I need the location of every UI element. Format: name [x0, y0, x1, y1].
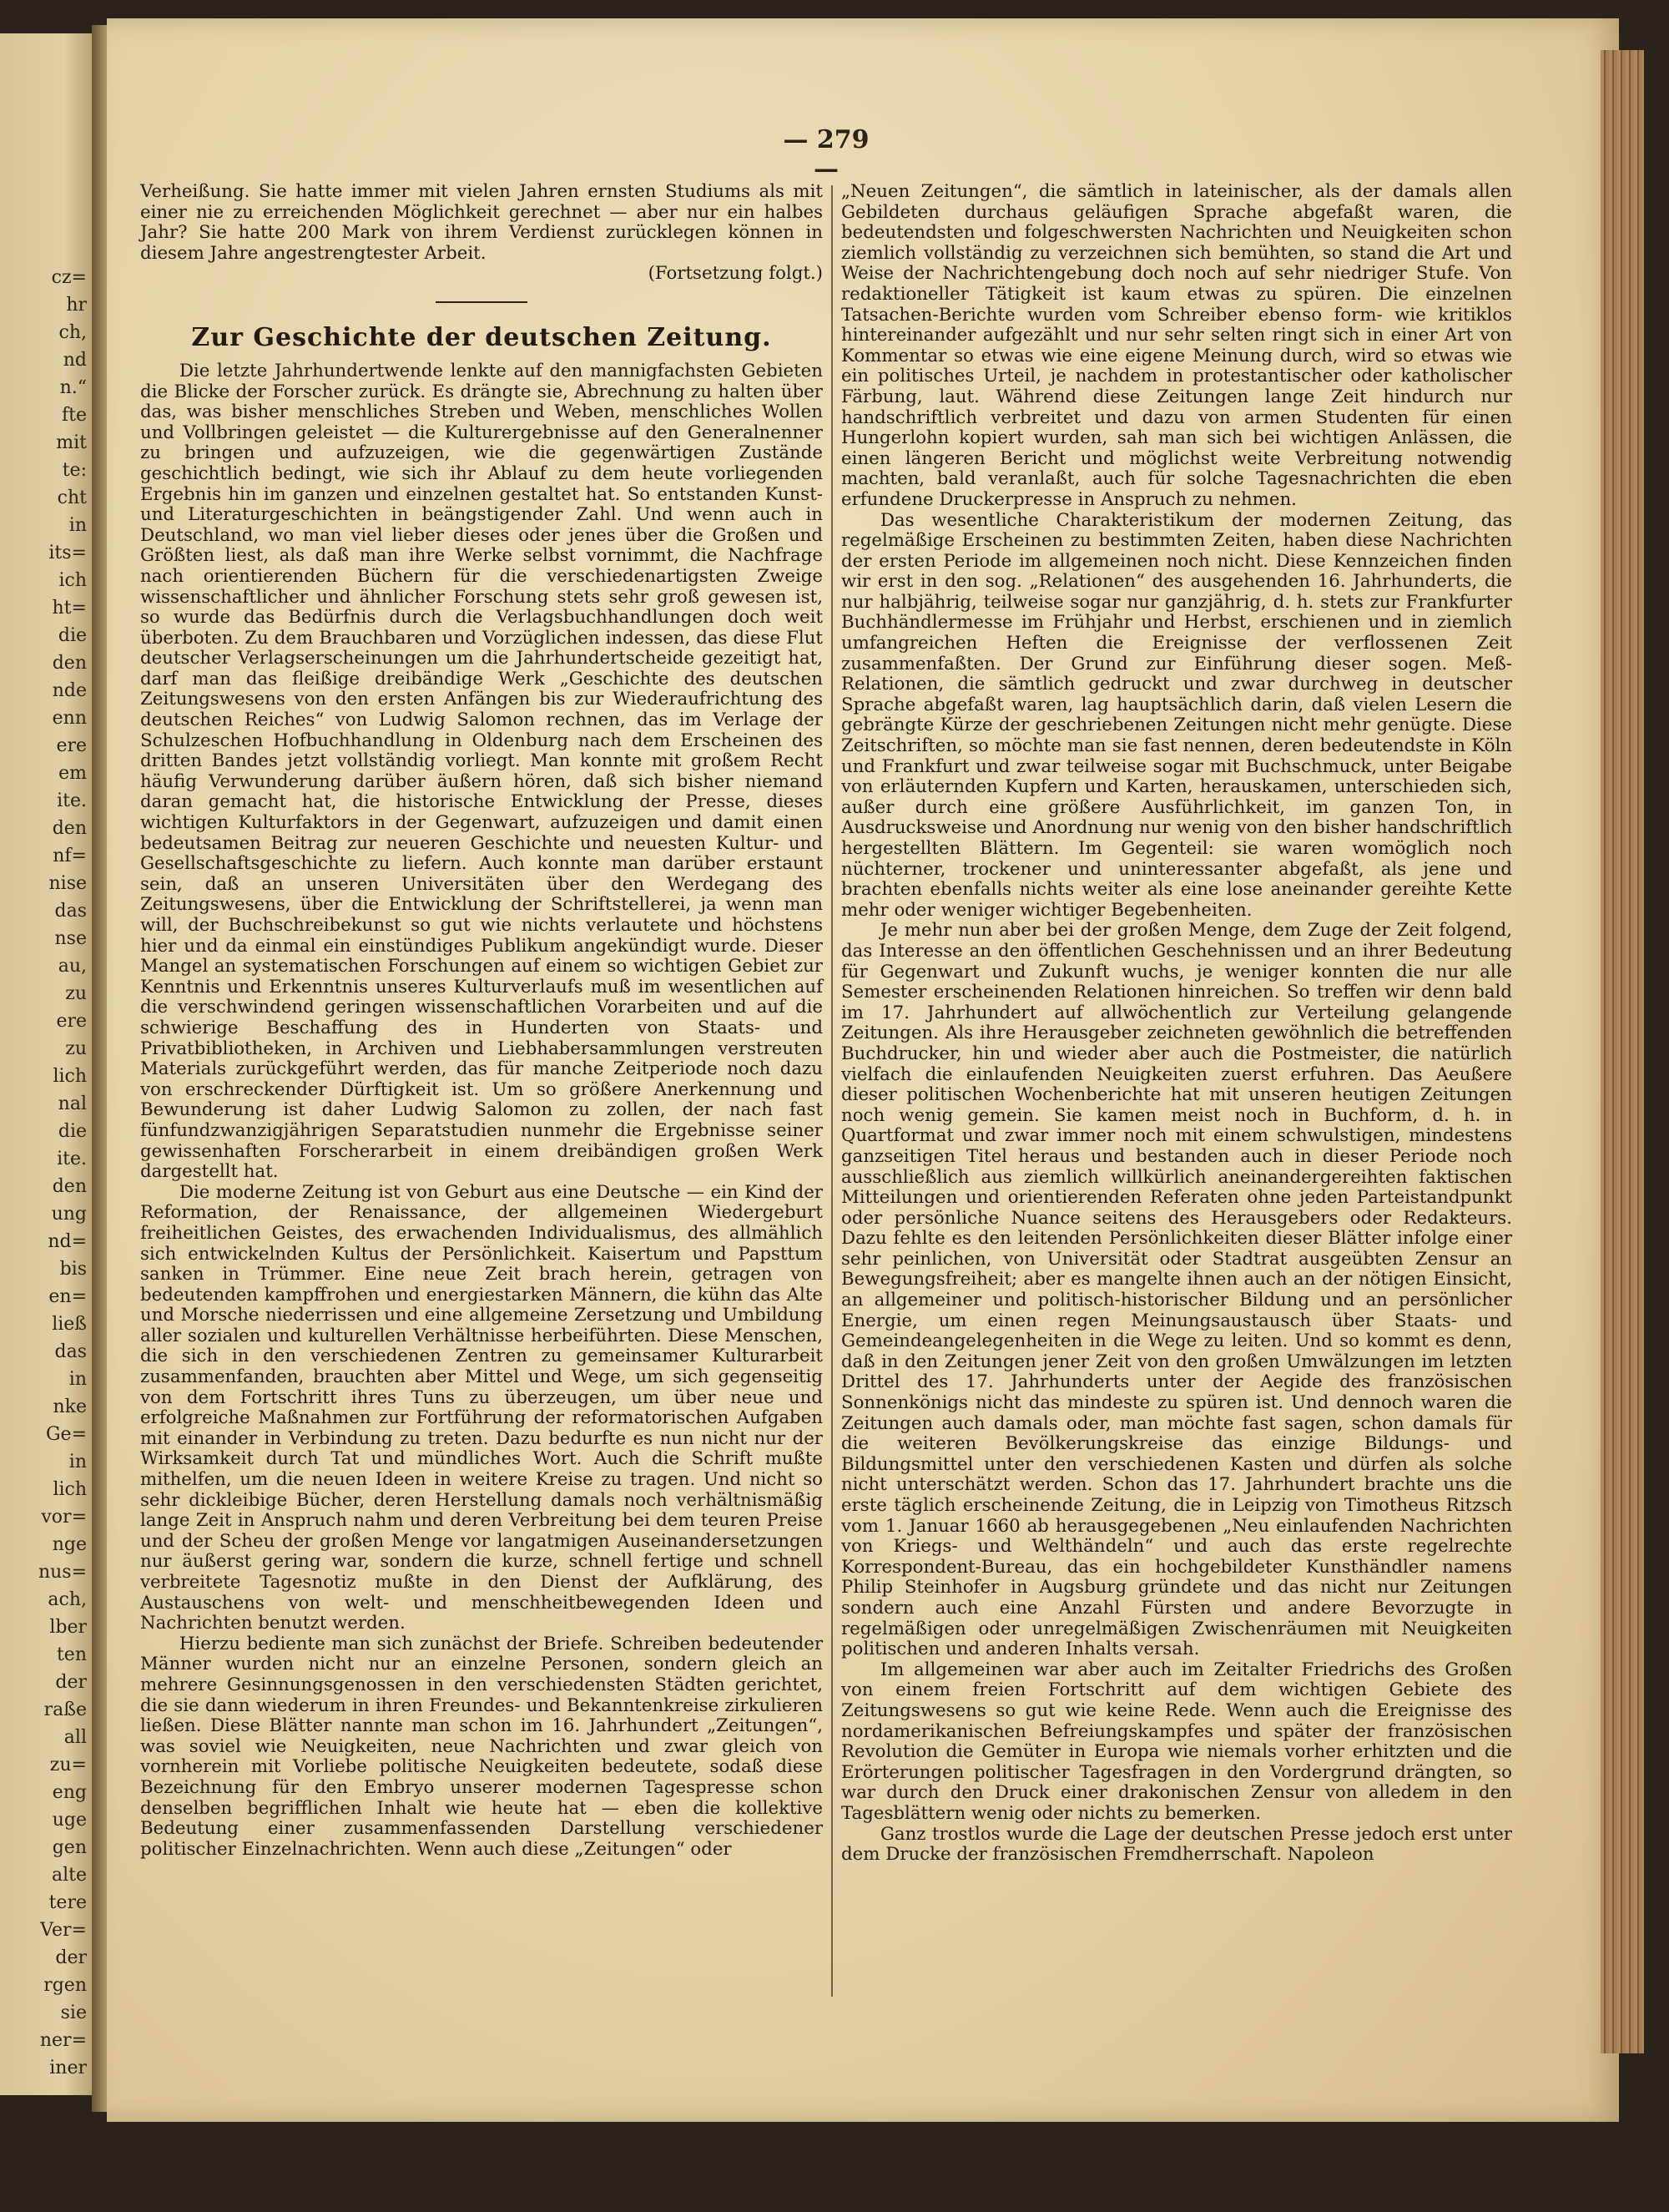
article-paragraph: Die letzte Jahrhundertwende lenkte auf den mannigfachsten Gebieten die Blicke der Forscher zurück. Es drängte sie, Abrechnung zu halten über das, was bisher menschliches Streben und Weben, menschliches Wollen und Vollbringen geleistet — die Kulturergebnisse auf den Generalnenner zu bringen und aufzuzeigen, wie die gegenwärtigen Zustände geschichtlich bedingt, wie sich ihr Ablauf zu dem heute vorliegenden Ergebnis hin im ganzen und einzelnen gestaltet hat. So entstanden Kunst- und Literaturgeschichten in beängstigender Zahl. Und wenn auch in Deutschland, wo man viel lieber dieses oder jenes über die Großen und Größten liest, als daß man ihre Werke selbst vornimmt, die Nachfrage nach orientierenden Büchern für die verschiedenartigsten Zweige wissenschaftlicher und ähnlicher Forschung stets sehr groß gewesen ist, so wurde das Bedürfnis durch die Verlagsbuchhandlungen doch weit überboten. Zu dem Brauchbaren und Vorzüglichen indessen, das diese Flut deutscher Verlagserscheinungen um die Jahrhundertscheide gezeitigt hat, darf man das fleißige dreibändige Werk „Geschichte des deutschen Zeitungswesens von den ersten Anfängen bis zur Wiederaufrichtung des deutschen Reiches“ von Ludwig Salomon rechnen, das im Verlage der Schulzeschen Hofbuchhandlung in Oldenburg nach dem Erscheinen des dritten Bandes jetzt vollständig vorliegt. Man konnte mit großem Recht häufig Verwunderung darüber äußern hören, daß sich bisher niemand daran gemacht hat, die historische Entwicklung der Presse, dieses wichtigen Kulturfaktors in der Gegenwart, aufzuzeigen und damit einen bedeutsamen Beitrag zur neueren Geschichte und neuesten Kultur- und Gesellschaftsgeschichte zu liefern. Auch konnte man darüber erstaunt sein, daß an unseren Universitäten über den Werdegang des Zeitungswesens, über die Entwicklung der Schriftstellerei, ja wenn man will, der Buchschreibekunst so gut wie nichts verlautete und höchstens hier und da einmal ein einstündiges Publikum angekündigt wurde. Dieser Mangel an systematischen Forschungen auf einem so wichtigen Gebiet zur Kenntnis und Erkenntnis unseres Kulturverlaufs muß im wesentlichen auf die verschwindend geringen wissenschaftlichen Vorarbeiten und auf die schwierige Beschaffung des in Hunderten von Staats- und Privatbibliotheken, in Archiven und Liebhabersammlungen verstreuten Materials zurückgeführt werden, das für manche Zeitperiode noch dazu von erschreckender Dürftigkeit ist. Um so größere Anerkennung und Bewunderung ist daher Ludwig Salomon zu zollen, der nach fast fünfundzwanzigjährigen Separatstudien nunmehr die Ergebnisse seiner gewissenhaften Forscherarbeit in einem dreibändigen großen Werk dargestellt hat. — [140, 360, 823, 1183]
page-stack-edges — [1601, 50, 1644, 2053]
left-page-text-fragment: fte — [61, 405, 87, 426]
left-page-text-fragment: nise — [48, 873, 87, 894]
left-page-text-fragment: ite. — [57, 1149, 87, 1169]
left-page-text-fragment: zu= — [49, 1755, 87, 1775]
left-page-text-fragment: te: — [62, 460, 87, 481]
left-page-text-fragment: ung — [51, 1204, 87, 1225]
left-page-text-fragment: eng — [52, 1782, 87, 1803]
article-paragraph: Je mehr nun aber bei der großen Menge, dem Zuge der Zeit folgend, das Interesse an den öffentlichen Geschehnissen und an ihrer Bedeutung für Gegenwart und Zukunft wuchs, je weniger konnten die nur alle Semester erscheinenden Relationen hinreichen. So treffen wir denn bald im 17. Jahrhundert auf allwöchentlich zur Verteilung gelangende Zeitungen. Als ihre Herausgeber zeichneten gewöhnlich die betreffenden Buchdrucker, hin und wieder aber auch die Postmeister, die natürlich vielfach die einlaufenden Neuigkeiten zuerst erfuhren. Das Aeußere dieser politischen Wochenberichte hat mit unseren heutigen Zeitungen noch wenig gemein. Sie kamen meist noch in Buchform, d. h. in Quartformat und zwar immer noch mit einem schwulstigen, mindestens ganzseitigen Titel heraus und bestanden auch in dieser Periode noch ausschließlich aus ziemlich willkürlich aneinandergereihten faktischen Mitteilungen und orientierenden Referaten ohne jeden Parteistandpunkt oder persönliche Nuance seitens des Herausgebers oder Redakteurs. Dazu fehlte es den leitenden Persönlichkeiten dieser Blätter infolge einer sehr peinlichen, von Universität oder Stadtrat ausgeübten Zensur an Bewegungsfreiheit; aber es mangelte ihnen auch an der nötigen Einsicht, an allgemeiner und politisch-historischer Bildung und an persönlicher Energie, um einen regen Meinungsaustausch über Staats- und Gemeindeangelegenheiten in die Wege zu leiten. Und so kommt es denn, daß in den Zeitungen jener Zeit von den großen Umwälzungen im letzten Drittel des 17. Jahrhunderts unter der Aegide des französischen Sonnenkönigs nicht das mindeste zu spüren ist. Und dennoch waren die Zeitungen auch damals oder, man möchte fast sagen, schon damals für die weiteren Bevölkerungskreise das einzige Bildungs- und Bildungsmittel unter den verschiedenen Kasten und dürfen als solche nicht unterschätzt werden. Schon das 17. Jahrhundert brachte uns die erste täglich erscheinende Zeitung, die in Leipzig von Timotheus Ritzsch vom 1. Januar 1660 ab herausgegebenen „Neu einlaufenden Nachrichten von Kriegs- und Welthändeln“ und auch das erste regelrechte Korrespondent-Bureau, das ein hochgebildeter Kunsthändler namens Philip Steinhofer in Augsburg gründete und das nicht nur Zeitungen sondern auch eine Anzahl Fürsten und andere Bevorzugte in regelmäßigen oder unregelmäßigen Zwischenräumen mit Neuigkeiten politischen und anderen Inhalts versah. — [841, 920, 1512, 1660]
left-page-text-fragment: ner= — [39, 2030, 87, 2051]
left-page-text-fragment: iner — [49, 2058, 87, 2078]
left-page-text-fragment: n.“ — [59, 377, 87, 398]
story-ending: Verheißung. Sie hatte immer mit vielen Jahren ernsten Studiums als mit einer nie zu erreichenden Möglichkeit gerechnet — aber nur ein halbes Jahr? Sie hatte 200 Mark von ihrem Verdienst zurücklegen können in diesem Jahre angestrengtester Arbeit. — [140, 181, 823, 264]
left-page-text-fragment: in — [68, 1369, 87, 1390]
continuation-note: (Fortsetzung folgt.) — [648, 263, 823, 285]
left-page-text-fragment: enn — [52, 708, 87, 729]
column-divider — [831, 185, 833, 1997]
left-page-text-fragment: ht= — [52, 598, 87, 619]
left-page-text-fragment: zu — [65, 983, 87, 1004]
left-page-text-fragment: der — [55, 1947, 87, 1968]
left-page-text-fragment: gen — [52, 1837, 87, 1858]
left-page-text-fragment: em — [58, 763, 87, 784]
left-page-text-fragment: ere — [56, 1011, 87, 1032]
book-gutter — [92, 25, 108, 2112]
left-page-text-fragment: ite. — [57, 790, 87, 811]
left-page-text-fragment: zu — [65, 1038, 87, 1059]
left-page-text-fragment: bis — [59, 1259, 87, 1280]
left-page-text-fragment: den — [52, 1176, 87, 1197]
left-page-text-fragment: ch, — [58, 322, 87, 343]
left-page-text-fragment: nd= — [48, 1231, 87, 1252]
left-page-text-fragment: die — [58, 625, 87, 646]
left-page-text-fragment: uge — [52, 1810, 87, 1831]
article-heading: Zur Geschichte der deutschen Zeitung. — [191, 322, 772, 352]
right-column — [841, 182, 1512, 1866]
left-page-text-fragment: mit — [56, 432, 87, 453]
left-page-text-fragment: nde — [52, 680, 87, 701]
left-page-text-fragment: tere — [48, 1892, 87, 1913]
left-page-text-fragment: cht — [57, 487, 87, 508]
article-paragraph: Ganz trostlos wurde die Lage der deutschen Presse jedoch erst unter dem Drucke der französischen Fremdherrschaft. Napoleon — [841, 1823, 1512, 1866]
left-page-text-fragment: ach, — [48, 1589, 87, 1610]
left-page-text-fragment: das — [54, 1341, 87, 1362]
left-page-text-fragment: den — [52, 653, 87, 674]
left-page-text-fragment: nal — [58, 1093, 87, 1114]
left-page-text-fragment: den — [52, 818, 87, 839]
page-number: — 279 — — [783, 125, 870, 184]
left-page-text-fragment: nd — [63, 350, 87, 371]
left-page-text-fragment: vor= — [41, 1507, 87, 1528]
left-page-text-fragment: ich — [58, 570, 87, 591]
left-page-text-fragment: raße — [43, 1699, 87, 1720]
left-page-text-fragment: nse — [54, 928, 87, 949]
left-page-text-fragment: nf= — [53, 846, 87, 866]
left-page-text-fragment: lich — [53, 1066, 87, 1087]
left-page-text-fragment: in — [68, 1452, 87, 1472]
left-page-text-fragment: rgen — [43, 1975, 87, 1996]
section-divider — [436, 301, 527, 303]
left-page-text-fragment: ere — [56, 735, 87, 756]
article-paragraph: Im allgemeinen war aber auch im Zeitalter Friedrichs des Großen von einem freien Fortschritt auf dem wichtigen Gebiete des Zeitungswesens so gut wie keine Rede. Wenn auch die Ereignisse des nordamerikanischen Befreiungskampfes und später der französischen Revolution die Gemüter in Europa wie niemals vorher erhitzten und die Erörterungen politischer Tagesfragen in den Vordergrund drängten, so war durch den Druck einer drakonischen Zensur von alledem in den Tagesblättern wenig oder nichts zu bemerken. — [841, 1659, 1512, 1824]
left-page-text-fragment: its= — [48, 543, 87, 563]
left-page-text-fragment: alte — [51, 1865, 87, 1886]
article-paragraph: „Neuen Zeitungen“, die sämtlich in lateinischer, als der damals allen Gebildeten durchaus geläufigen Sprache abgefaßt waren, die bedeutendsten und folgeschwersten Nachrichten und Neuigkeiten schon ziemlich vollständig zu verzeichnen sich bemühten, so stand die Art und Weise der Nachrichtengebung doch noch auf sehr niedriger Stufe. Von redaktioneller Tätigkeit ist kaum etwas zu spüren. Die einzelnen Tatsachen-Berichte wurden vom Schreiber ebenso form- wie kritiklos hintereinander aufgezählt und nur sehr selten ringt sich in einer Art von Kommentar so etwas wie eine eigene Meinung durch, wird so etwas wie ein politisches Urteil, je nachdem in protestantischer oder katholischer Färbung, laut. Während diese Zeitungen lange Zeit hindurch nur handschriftlich verbreitet und dazu von armen Studenten für einen Hungerlohn kopiert wurden, sah man sich bei wichtigen Anlässen, die einen längeren Bericht und möglichst weite Verbreitung notwendig machten, bald veranlaßt, auch für solche Tagesnachrichten die eben erfundene Druckerpresse in Anspruch zu nehmen. — [841, 181, 1512, 510]
left-page-text-fragment: der — [55, 1672, 87, 1693]
left-page-text-fragment: ließ — [52, 1314, 87, 1335]
left-page-text-fragment: cz= — [51, 267, 87, 288]
left-column — [140, 182, 823, 1860]
left-page-text-fragment: Ge= — [45, 1424, 87, 1445]
left-page-text-fragment: Ver= — [40, 1920, 87, 1941]
left-page-text-fragment: das — [54, 901, 87, 922]
article-paragraph: Die moderne Zeitung ist von Geburt aus eine Deutsche — ein Kind der Reformation, der Renaissance, der allgemeinen Wiedergeburt freiheitlichen Geistes, des erwachenden Individualismus, des allmählich sich entwickelnden Kultus der Persönlichkeit. Kaisertum und Papsttum sanken in Trümmer. Eine neue Zeit brach herein, getragen von bedeutenden kampffrohen und energiestarken Männern, die kühn das Alte und Morsche niederrissen und eine allgemeine Zersetzung und Umbildung aller sozialen und kulturellen Verhältnisse herbeiführten. Diese Menschen, die sich in den verschiedenen Zentren zu gemeinsamer Kulturarbeit zusammenfanden, brauchten aber Mittel und Wege, um sich gegenseitig von dem Fortschritt ihres Tuns zu überzeugen, um über neue und erfolgreiche Maßnahmen zur Fortführung der reformatorischen Aufgaben mit einander in Verbindung zu treten. Dazu bedurfte es nun nicht nur der Wirksamkeit durch Tat und mündliches Wort. Auch die Schrift mußte mithelfen, um die neuen Ideen in weitere Kreise zu tragen. Und nicht so sehr dickleibige Bücher, deren Herstellung damals noch verhältnismäßig lange Zeit in Anspruch nahm und deren Verbreitung bei dem teuren Preise und der Scheu der großen Menge vor langatmigen Auseinandersetzungen nur äußerst gering war, sondern die kurze, schnell fertige und schnell verbreitete Tagesnotiz mußte in den Dienst der Aufklärung, des Austauschens von welt- und menschheitbewegenden Ideen und Nachrichten benutzt werden. — [140, 1181, 823, 1634]
left-page-text-fragment: nke — [53, 1396, 87, 1417]
left-page-text-fragment: lich — [53, 1479, 87, 1500]
left-page-text-fragment: au, — [58, 956, 87, 977]
left-page-text-fragment: in — [68, 515, 87, 536]
article-paragraph: Das wesentliche Charakteristikum der modernen Zeitung, das regelmäßige Erscheinen zu bestimmten Zeiten, haben diese Nachrichten der ersten Periode im allgemeinen noch nicht. Diese Kennzeichen finden wir erst in den sog. „Relationen“ des ausgehenden 16. Jahrhunderts, die nur halbjährig, teilweise sogar nur ganzjährig, d. h. stets zur Frankfurter Buchhändlermesse im Frühjahr und Herbst, erschienen und in ziemlich umfangreichen Heften die Ereignisse der verflossenen Zeit zusammenfaßten. Der Grund zur Einführung dieser sogen. Meß-Relationen, die sämtlich gedruckt und zwar durchweg in deutscher Sprache abgefaßt waren, lag hauptsächlich darin, daß vielen Lesern die gebrängte Kürze der geschriebenen Zeitungen nicht mehr genügte. Diese Zeitschriften, so möchte man sie fast nennen, deren bedeutendste in Köln und Frankfurt und zwar teilweise sogar mit Buchschmuck, unter Beigabe von erläuternden Kupfern und Karten, herauskamen, unterschieden sich, außer durch eine größere Ausführlichkeit, im ganzen Ton, in Ausdrucksweise und Anordnung nur wenig von den bisher handschriftlich hergestellten Blättern. Im Gegenteil: sie waren womöglich noch nüchterner, trockener und uninteressanter abgefaßt, als jene und brachten ebenfalls nichts weiter als eine lose aneinander gereihte Kette mehr oder weniger wichtiger Begebenheiten. — [841, 509, 1512, 921]
left-page-text-fragment: sie — [60, 2002, 87, 2023]
left-page-text-fragment: nus= — [38, 1562, 87, 1583]
left-page-text-fragment: en= — [48, 1286, 87, 1307]
left-page-text-fragment: nge — [52, 1534, 87, 1555]
left-page-text-fragment: hr — [66, 295, 87, 316]
left-page-text-fragment: all — [63, 1727, 87, 1748]
left-page-text-fragment: ten — [56, 1644, 87, 1665]
previous-page-edge — [0, 33, 92, 2095]
left-page-text-fragment: lber — [49, 1617, 87, 1638]
article-paragraph: Hierzu bediente man sich zunächst der Briefe. Schreiben bedeutender Männer wurden nicht nur an einzelne Personen, sondern gleich an mehrere Gesinnungsgenossen in den verschiedensten Städten gerichtet, die sie dann wiederum in ihren Freundes- und Bekanntenkreise zirkulieren ließen. Diese Blätter nannte man schon im 16. Jahrhundert „Zeitungen“, was soviel wie Neuigkeiten, neue Nachrichten und zwar gleich von vornherein mit Vorliebe politische Neuigkeiten bedeutete, sodaß diese Bezeichnung für den Embryo unserer modernen Tagespresse schon denselben begrifflichen Inhalt wie heute hat — eben die kollektive Bedeutung einer zusammenfassenden Darstellung verschiedener politischer Einzelnachrichten. Wenn auch diese „Zeitungen“ oder — [140, 1633, 823, 1860]
left-page-text-fragment: die — [58, 1121, 87, 1142]
